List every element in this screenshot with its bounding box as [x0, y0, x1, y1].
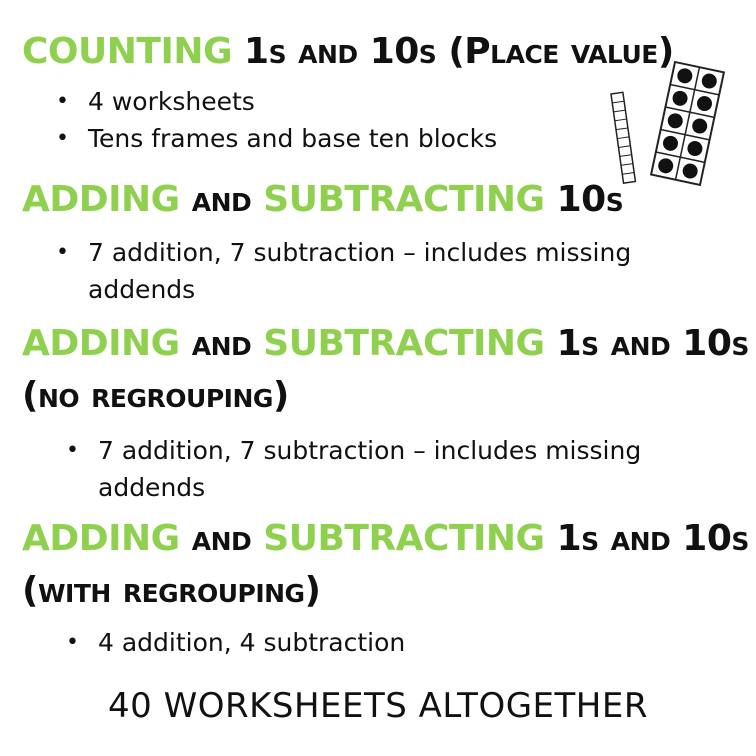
heading-subline: (with regrouping)	[22, 570, 321, 611]
list-item: • 7 addition, 7 subtraction – includes missing addends	[66, 432, 726, 506]
heading-rest: 1s and 10s	[544, 323, 749, 364]
heading-accent-word: SUBTRACTING	[263, 179, 545, 220]
list-item: • 4 worksheets	[56, 83, 596, 120]
section-heading-no-regrouping-line2	[22, 374, 289, 418]
bullet-list-with-regrouping	[66, 624, 726, 661]
base-ten-rod-icon	[611, 92, 635, 183]
section-heading-with-regrouping	[22, 517, 749, 561]
footer-total: 40 WORKSHEETS ALTOGETHER	[108, 686, 648, 726]
section-heading-with-regrouping-line2	[22, 569, 321, 613]
bullet-list-counting	[56, 83, 596, 157]
heading-accent-word: COUNTING	[22, 31, 233, 72]
heading-accent-word: ADDING	[22, 323, 180, 364]
heading-joiner: and	[179, 179, 264, 220]
heading-accent-word: ADDING	[22, 179, 180, 220]
bullet-list-no-regrouping	[66, 432, 726, 506]
heading-rest: 1s and 10s (Place value)	[232, 31, 674, 72]
list-item: • Tens frames and base ten blocks	[56, 120, 596, 157]
heading-joiner: and	[179, 518, 264, 559]
list-item: • 4 addition, 4 subtraction	[66, 624, 726, 661]
heading-rest: 10s	[544, 179, 624, 220]
heading-accent-word: SUBTRACTING	[263, 323, 545, 364]
section-heading-counting	[22, 30, 674, 74]
section-heading-no-regrouping	[22, 322, 749, 366]
list-item: • 7 addition, 7 subtraction – includes missing addends	[56, 234, 716, 308]
heading-accent-word: ADDING	[22, 518, 180, 559]
heading-accent-word: SUBTRACTING	[263, 518, 545, 559]
bullet-list-adding-tens	[56, 234, 716, 308]
heading-joiner: and	[179, 323, 264, 364]
heading-subline: (no regrouping)	[22, 375, 289, 416]
math-manipulatives-illustration	[605, 58, 745, 188]
heading-rest: 1s and 10s	[544, 518, 749, 559]
section-heading-adding-tens	[22, 178, 623, 222]
tens-frame-icon	[651, 62, 724, 185]
